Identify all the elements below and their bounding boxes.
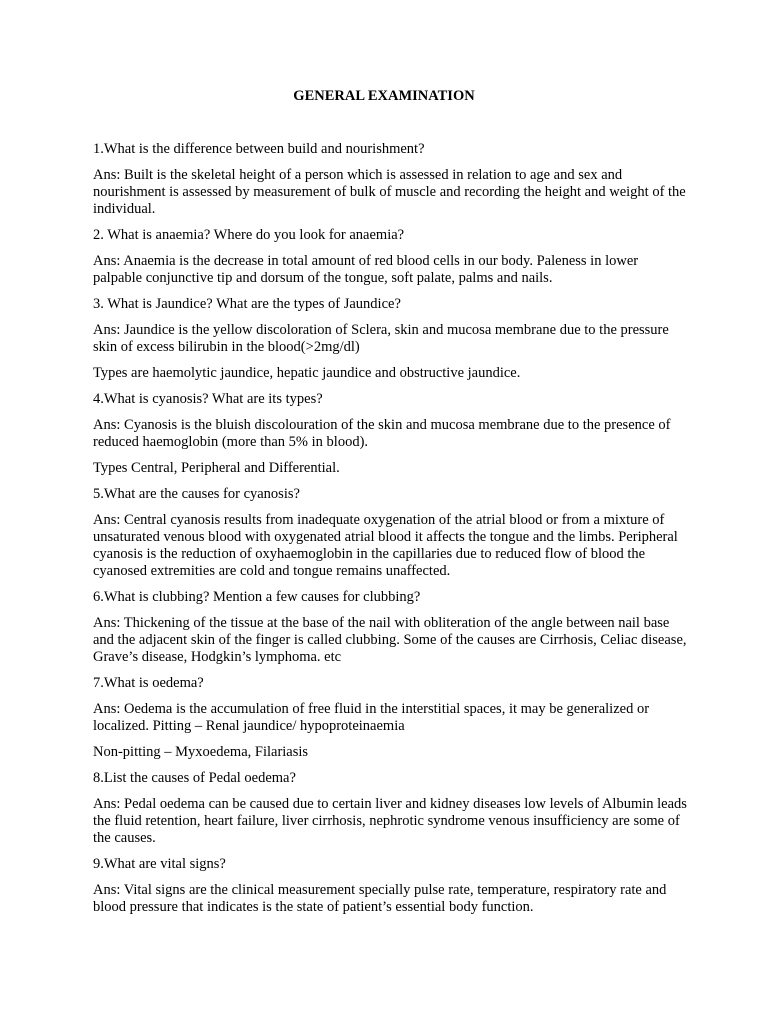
question-2: 2. What is anaemia? Where do you look for anaemia? [93,227,405,243]
answer-9: Ans: Vital signs are the clinical measurement specially pulse rate, temperature, respiratory rate and blood pressure that indicates is the state of patient’s essential body function. [93,882,667,915]
answer-1: Ans: Built is the skeletal height of a person which is assessed in relation to age and sex and nourishment is assessed by measurement of bulk of muscle and recording the height and weight of the individual. [93,167,686,217]
answer-6: Ans: Thickening of the tissue at the base of the nail with obliteration of the angle between nail base and the adjacent skin of the finger is called clubbing. Some of the causes are Cirrhosis, Celiac disease, Grave’s disease, Hodgkin’s lymphoma. etc [93,615,687,665]
answer-3: Ans: Jaundice is the yellow discoloration of Sclera, skin and mucosa membrane due to the pressure skin of excess bilirubin in the blood(>2mg/dl) [93,322,669,355]
answer-3-types: Types are haemolytic jaundice, hepatic jaundice and obstructive jaundice. [93,365,521,381]
answer-7: Ans: Oedema is the accumulation of free fluid in the interstitial spaces, it may be generalized or localized. Pitting – Renal jaundice/ hypoproteinaemia [93,701,650,734]
question-4: 4.What is cyanosis? What are its types? [93,391,323,407]
question-8: 8.List the causes of Pedal oedema? [93,770,296,786]
question-9: 9.What are vital signs? [93,856,226,872]
document-title: GENERAL EXAMINATION [293,88,475,104]
answer-4: Ans: Cyanosis is the bluish discolouration of the skin and mucosa membrane due to the presence of reduced haemoglobin (more than 5% in blood). [93,417,671,450]
answer-7-non-pitting: Non-pitting – Myxoedema, Filariasis [93,744,309,760]
answer-5: Ans: Central cyanosis results from inadequate oxygenation of the atrial blood or from a mixture of unsaturated venous blood with oxygenated atrial blood it affects the tongue and the limbs. Peripheral cyanosis is the reduction of oxyhaemoglobin in the capillaries due to reduced flow of blood the cyanosed extremities are cold and tongue remains unaffected. [93,512,678,579]
question-1: 1.What is the difference between build and nourishment? [93,141,425,157]
document-body [93,141,687,925]
question-5: 5.What are the causes for cyanosis? [93,486,300,502]
question-3: 3. What is Jaundice? What are the types of Jaundice? [93,296,401,312]
question-7: 7.What is oedema? [93,675,204,691]
answer-4-types: Types Central, Peripheral and Differential. [93,460,340,476]
answer-8: Ans: Pedal oedema can be caused due to certain liver and kidney diseases low levels of Albumin leads the fluid retention, heart failure, liver cirrhosis, nephrotic syndrome venous insufficiency are some of the causes. [93,796,687,846]
question-6: 6.What is clubbing? Mention a few causes for clubbing? [93,589,421,605]
answer-2: Ans: Anaemia is the decrease in total amount of red blood cells in our body. Paleness in lower palpable conjunctive tip and dorsum of the tongue, soft palate, palms and nails. [93,253,639,286]
